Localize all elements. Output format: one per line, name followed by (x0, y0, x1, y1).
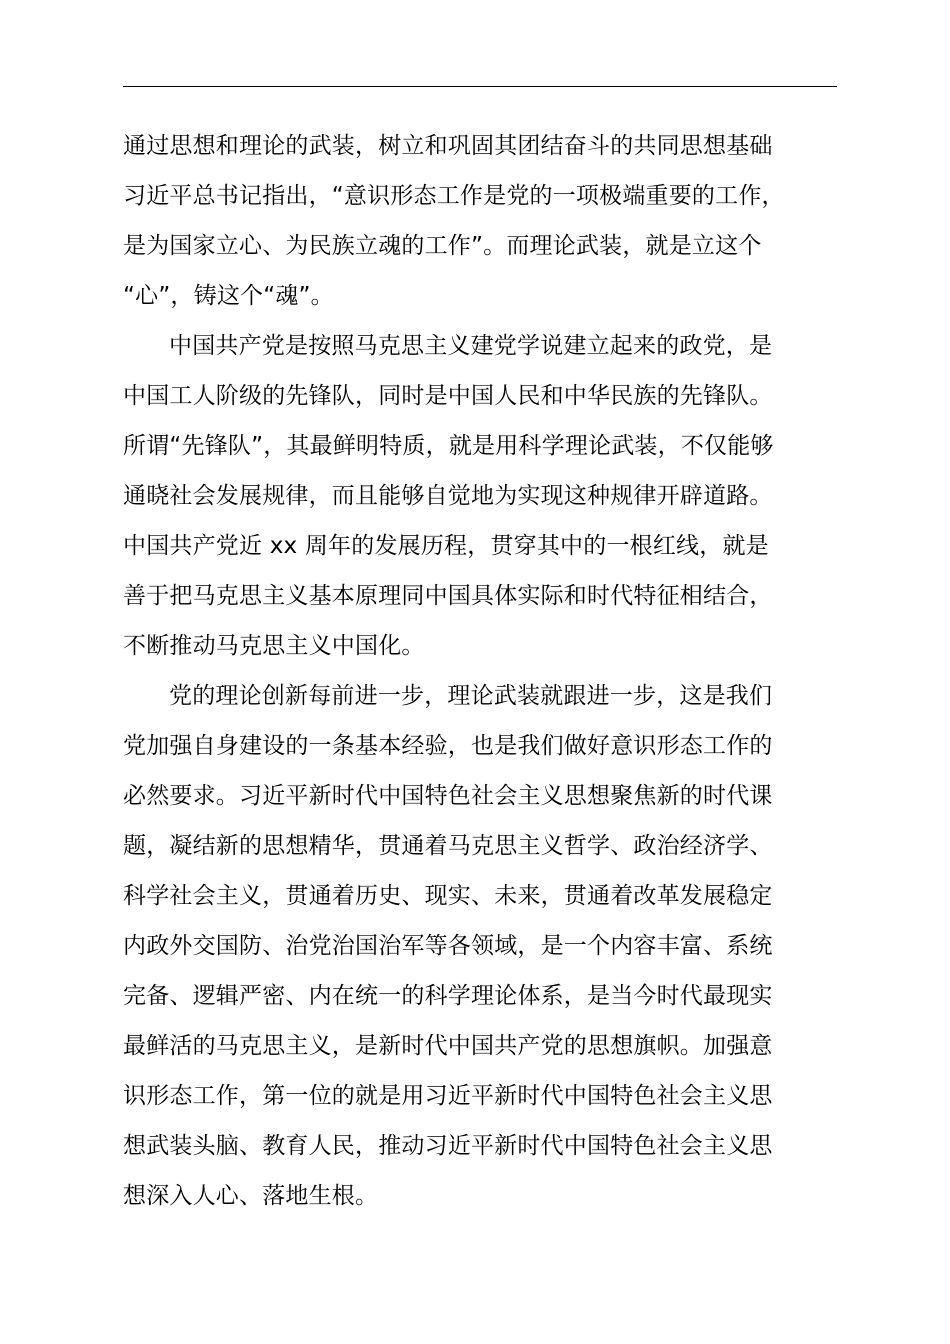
document-body (123, 121, 843, 1221)
text-line: 内政外交国防、治党治国治军等各领域，是一个内容丰富、系统 (123, 933, 773, 959)
text-line: 题，凝结新的思想精华，贯通着马克思主义哲学、政治经济学、 (123, 833, 773, 859)
text-line: 通晓社会发展规律，而且能够自觉地为实现这种规律开辟道路。 (123, 483, 773, 509)
text-line: 中国工人阶级的先锋队，同时是中国人民和中华民族的先锋队。 (123, 383, 773, 409)
text-line: 识形态工作，第一位的就是用习近平新时代中国特色社会主义思 (123, 1083, 773, 1109)
text-line: “心”，铸这个“魂”。 (123, 283, 334, 309)
text-line: 想深入人心、落地生根。 (123, 1183, 379, 1209)
text-line: 想武装头脑、教育人民，推动习近平新时代中国特色社会主义思 (123, 1133, 773, 1159)
text-line: 善于把马克思主义基本原理同中国具体实际和时代特征相结合， (123, 583, 773, 609)
paragraph (123, 671, 843, 1221)
text-line: 必然要求。习近平新时代中国特色社会主义思想聚焦新的时代课 (123, 783, 773, 809)
text-line: 完备、逻辑严密、内在统一的科学理论体系，是当今时代最现实 (123, 983, 773, 1009)
text-line: 习近平总书记指出，“意识形态工作是党的一项极端重要的工作， (123, 183, 785, 209)
text-line: 所谓“先锋队”，其最鲜明特质，就是用科学理论武装，不仅能够 (123, 433, 774, 459)
text-line: 是为国家立心、为民族立魂的工作”。而理论武装，就是立这个 (123, 233, 762, 259)
text-line: 党的理论创新每前进一步，理论武装就跟进一步，这是我们 (169, 683, 773, 709)
paragraph (123, 121, 843, 321)
text-line: 科学社会主义，贯通着历史、现实、未来，贯通着改革发展稳定 (123, 883, 773, 909)
text-line: 中国共产党是按照马克思主义建党学说建立起来的政党，是 (169, 333, 773, 359)
text-line: 通过思想和理论的武装，树立和巩固其团结奋斗的共同思想基础 (123, 133, 773, 159)
text-line: 党加强自身建设的一条基本经验，也是我们做好意识形态工作的 (123, 733, 773, 759)
text-line: 最鲜活的马克思主义，是新时代中国共产党的思想旗帜。加强意 (123, 1033, 773, 1059)
paragraph (123, 321, 843, 671)
text-line: 不断推动马克思主义中国化。 (123, 633, 425, 659)
header-rule (123, 86, 837, 87)
text-line: 中国共产党近 xx 周年的发展历程，贯穿其中的一根红线，就是 (123, 533, 769, 559)
